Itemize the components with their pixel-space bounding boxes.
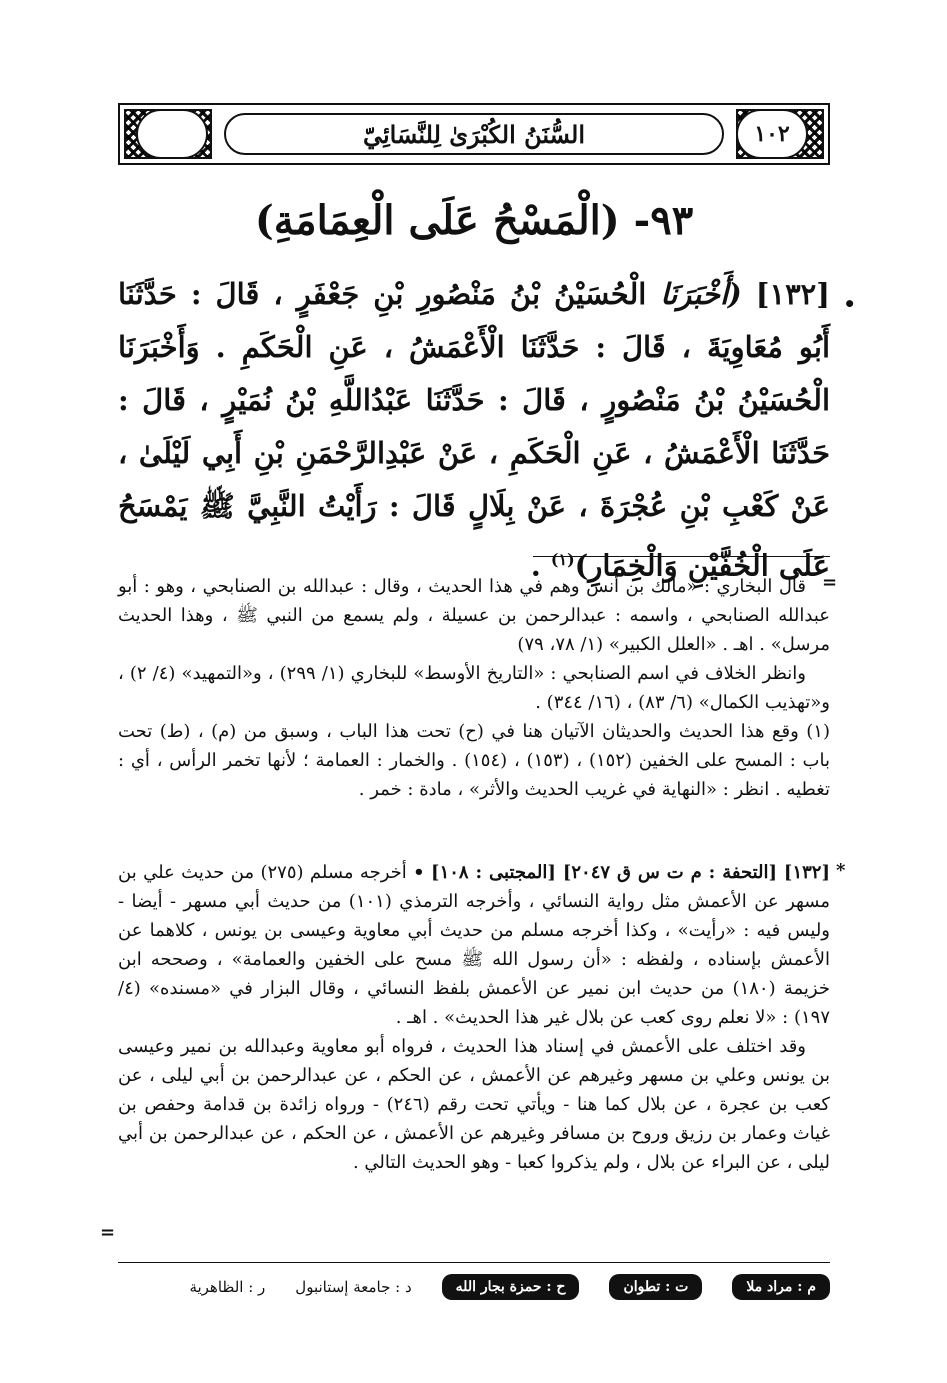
hadith-bullet: • xyxy=(843,292,856,316)
continuation-mark-top: = xyxy=(822,572,838,593)
manuscript-m: م : مراد ملا xyxy=(732,1274,830,1300)
main-hadith xyxy=(118,268,856,593)
page-number: ١٠٢ xyxy=(736,109,808,159)
manuscript-h: ح : حمزة بجار الله xyxy=(442,1274,580,1300)
manuscript-d: د : جامعة إستانبول xyxy=(295,1278,412,1296)
footnotes xyxy=(118,572,830,804)
footer-divider xyxy=(118,1262,830,1263)
hadith-end: . xyxy=(530,548,541,583)
takhrij-paragraph-1 xyxy=(118,858,830,1032)
takhrij-text-1: أخرجه مسلم (٢٧٥) من حديث علي بن مسهر عن الأعمش مثل رواية النسائي ، وأخرجه الترمذي (١٠١) من حديث أبي مسهر - أيضا - وليس فيه : «رأيت» ، وكذا أخرجه مسلم من حديث أبي معاوية وعيسى بن يونس ، كلاهما عن الأعمش بإسناده ، ولفظه : «أن رسول الله ﷺ مسح على الخفين والعمامة» ، وصححه ابن خزيمة (١٨٠) من حديث ابن نمير عن الأعمش بلفظ النسائي ، وقال البزار في «مسنده» (٤/ ١٩٧) : «لا نعلم روى كعب عن بلال غير هذا الحديث» . اهـ . xyxy=(118,862,830,1028)
page-header xyxy=(118,103,830,165)
takhrij-dot: • xyxy=(413,862,425,883)
running-title: السُّنَنُ الكُبْرَىٰ لِلنَّسَائِيّ xyxy=(224,113,724,155)
takhrij xyxy=(118,858,830,1177)
hadith-text: الْحُسَيْنُ بْنُ مَنْصُورِ بْنِ جَعْفَرٍ ، قَالَ : حَدَّثَنَا أَبُو مُعَاوِيَةَ ، قَالَ : حَدَّثَنَا الْأَعْمَشُ ، عَنِ الْحَكَمِ . وَأَخْبَرَنَا الْحُسَيْنُ بْنُ مَنْصُورٍ ، قَالَ : حَدَّثَنَا عَبْدُاللَّهِ بْنُ نُمَيْرٍ ، قَالَ : حَدَّثَنَا الْأَعْمَشُ ، عَنِ الْحَكَمِ ، عَنْ عَبْدِالرَّحْمَنِ بْنِ أَبِي لَيْلَىٰ ، عَنْ كَعْبِ بْنِ عُجْرَةَ ، عَنْ بِلَالٍ قَالَ : رَأَيْتُ النَّبِيَّ ﷺ يَمْسَحُ عَلَى الْخُفَّيْنِ وَالْخِمَارِ) xyxy=(118,277,830,583)
manuscript-key xyxy=(118,1270,830,1304)
hadith-number: [١٣٢] xyxy=(755,277,830,311)
takhrij-paragraph-2: وقد اختلف على الأعمش في إسناد هذا الحديث ، فرواه أبو معاوية وعبدالله بن نمير وعيسى بن يونس وعلي بن مسهر وغيرهم عن الأعمش ، عن الحكم ، عن عبدالرحمن بن أبي ليلى ، عن كعب بن عجرة ، عن بلال كما هنا - ويأتي تحت رقم (٢٤٦) - ورواه زائدة بن قدامة وحفص بن غياث وعمار بن رزيق وروح بن مسافر وغيرهم عن الأعمش ، عن الحكم ، عن عبدالرحمن بن أبي ليلى ، عن البراء عن بلال ، ولم يذكروا كعبا - وهو الحديث التالي . xyxy=(118,1036,830,1173)
continuation-mark-bottom: = xyxy=(100,1222,116,1243)
note-paragraph-2: وانظر الخلاف في اسم الصنابحي : «التاريخ الأوسط» للبخاري (١/ ٢٩٩) ، و«التمهيد» (٤/ ٢) ، و«تهذيب الكمال» (٦/ ٨٣) ، (١٦/ ٣٤٤) . xyxy=(118,663,830,713)
manuscript-t: ت : تطوان xyxy=(609,1274,702,1300)
takhrij-lead: [١٣٢] [التحفة : م ت س ق ٢٠٤٧] [المجتبى : ١٠٨] xyxy=(431,862,830,883)
note-paragraph-3: (١) وقع هذا الحديث والحديثان الآتيان هنا في (ح) تحت هذا الباب ، وسبق من (م) ، (ط) تحت باب : المسح على الخفين (١٥٢) ، (١٥٣) ، (١٥٤) . والخمار : العمامة ؛ لأنها تخمر الرأس ، أي : تغطيه . انظر : «النهاية في غريب الحديث والأثر» ، مادة : خمر . xyxy=(118,721,830,800)
footnote-ref: (١) xyxy=(550,550,575,569)
hadith-keyword: (أَخْبَرَنَا xyxy=(660,277,742,311)
takhrij-star: * xyxy=(836,860,846,881)
manuscript-r: ر : الظاهرية xyxy=(189,1278,266,1296)
chapter-title: ٩٣- (الْمَسْحُ عَلَى الْعِمَامَةِ) xyxy=(254,197,694,244)
note-paragraph-1: قال البخاري : «مالك بن أنس وهم في هذا الحديث ، وقال : عبدالله بن الصنابحي ، وهو : أبو عبدالله الصنابحي ، واسمه : عبدالرحمن بن عسيلة ، ولم يسمع من النبي ﷺ ، وهذا الحديث مرسل» . اهـ . «العلل الكبير» (١/ ٧٨، ٧٩) xyxy=(118,576,830,655)
footnote-divider xyxy=(533,556,830,557)
book-logo xyxy=(136,109,208,159)
